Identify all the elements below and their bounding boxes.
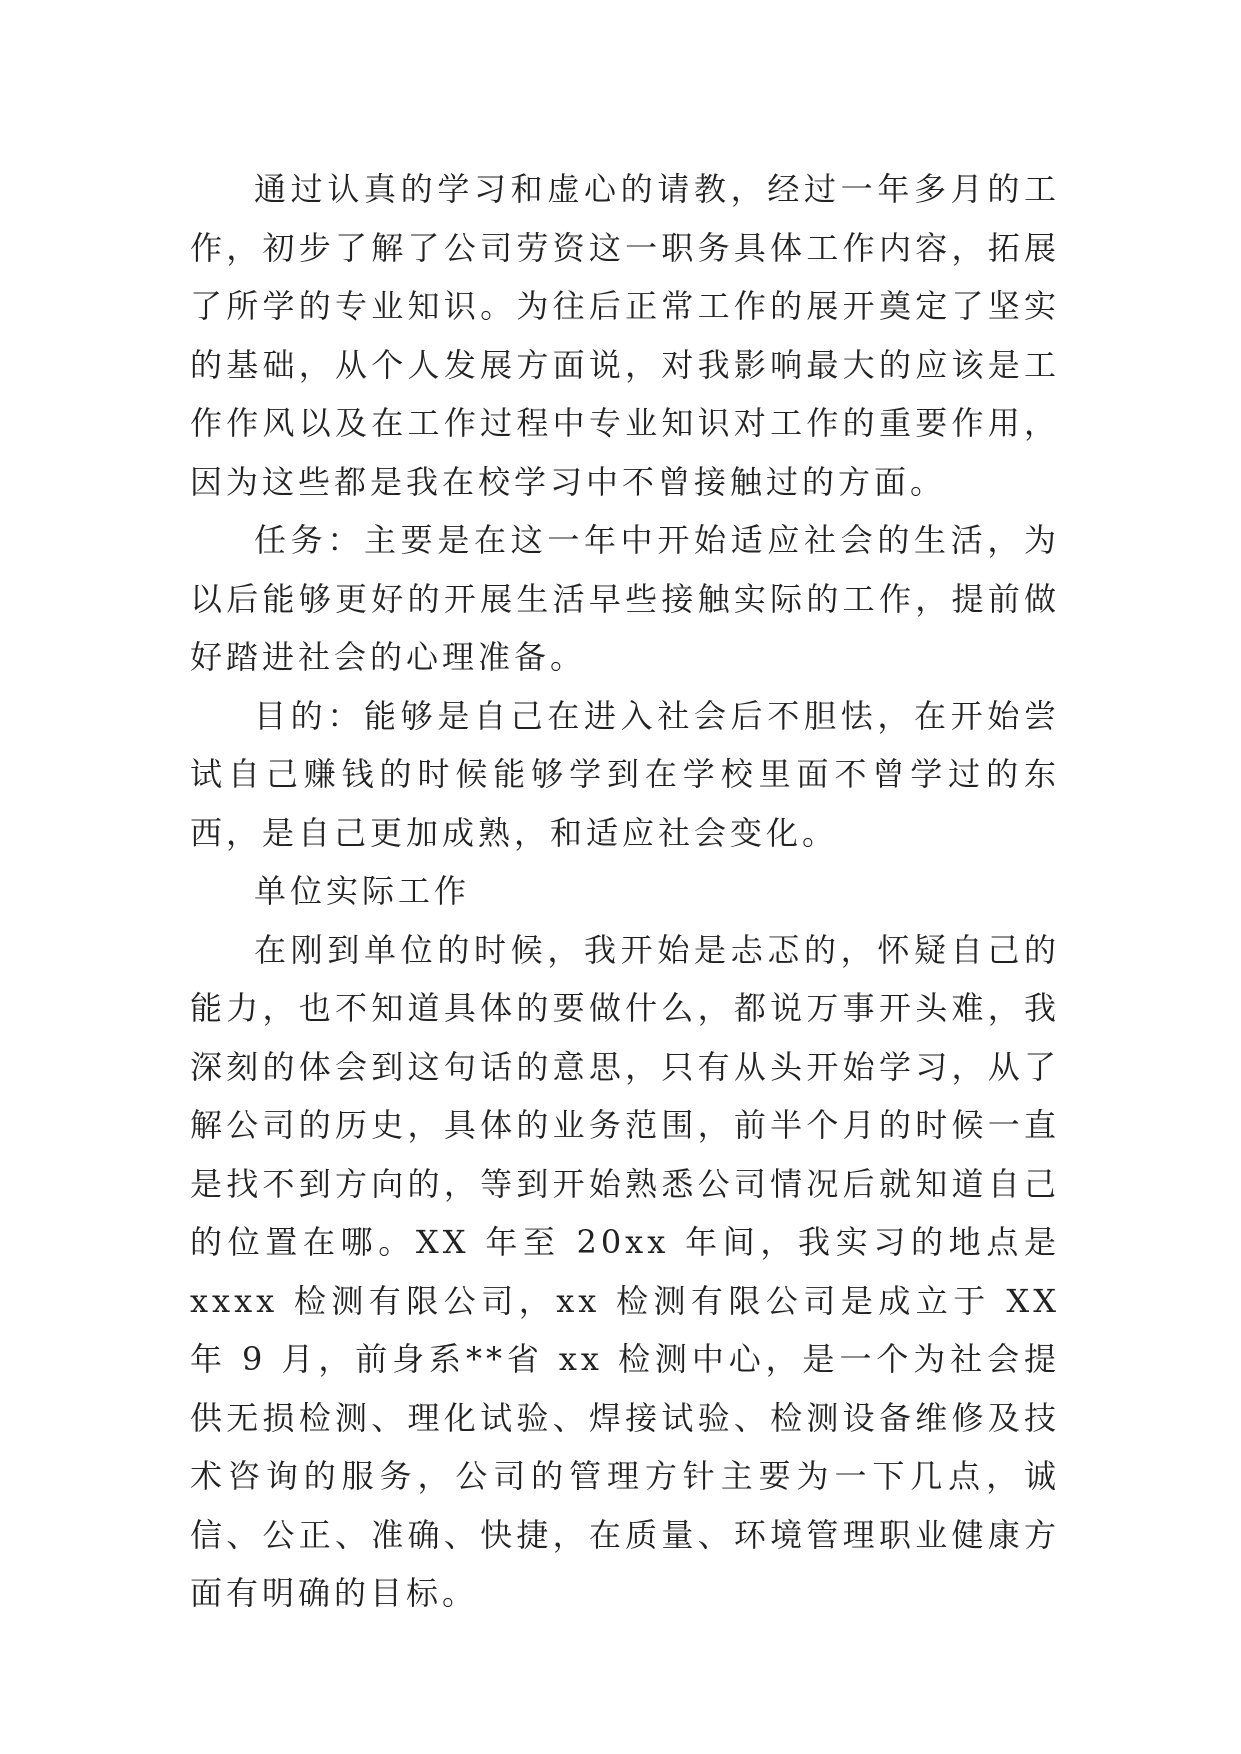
document-body bbox=[190, 160, 1060, 1623]
paragraph-task: 任务：主要是在这一年中开始适应社会的生活，为以后能够更好的开展生活早些接触实际的工作，提前做好踏进社会的心理准备。 bbox=[190, 521, 1060, 676]
paragraph-purpose: 目的：能够是自己在进入社会后不胆怯，在开始尝试自己赚钱的时候能够学到在学校里面不曾学过的东西，是自己更加成熟，和适应社会变化。 bbox=[190, 696, 1060, 852]
paragraph-unit-work: 在刚到单位的时候，我开始是忐忑的，怀疑自己的能力，也不知道具体的要做什么，都说万事开头难，我深刻的体会到这句话的意思，只有从头开始学习，从了解公司的历史，具体的业务范围，前半个月的时候一直是找不到方向的，等到开始熟悉公司情况后就知道自己的位置在哪。XX 年至 20xx 年间，我实习的地点是 xxxx 检测有限公司，xx 检测有限公司是成立于 XX 年 9 月，前身系**省 xx 检测中心，是一个为社会提供无损检测、理化试验、焊接试验、检测设备维修及技术咨询的服务，公司的管理方针主要为一下几点，诚信、公正、准确、快捷，在质量、环境管理职业健康方面有明确的目标。 bbox=[190, 930, 1060, 1612]
paragraph-study-summary: 通过认真的学习和虚心的请教，经过一年多月的工作，初步了解了公司劳资这一职务具体工作内容，拓展了所学的专业知识。为往后正常工作的展开奠定了坚实的基础，从个人发展方面说，对我影响最大的应该是工作作风以及在工作过程中专业知识对工作的重要作用，因为这些都是我在校学习中不曾接触过的方面。 bbox=[190, 170, 1060, 501]
section-heading-unit-work: 单位实际工作 bbox=[254, 872, 471, 910]
